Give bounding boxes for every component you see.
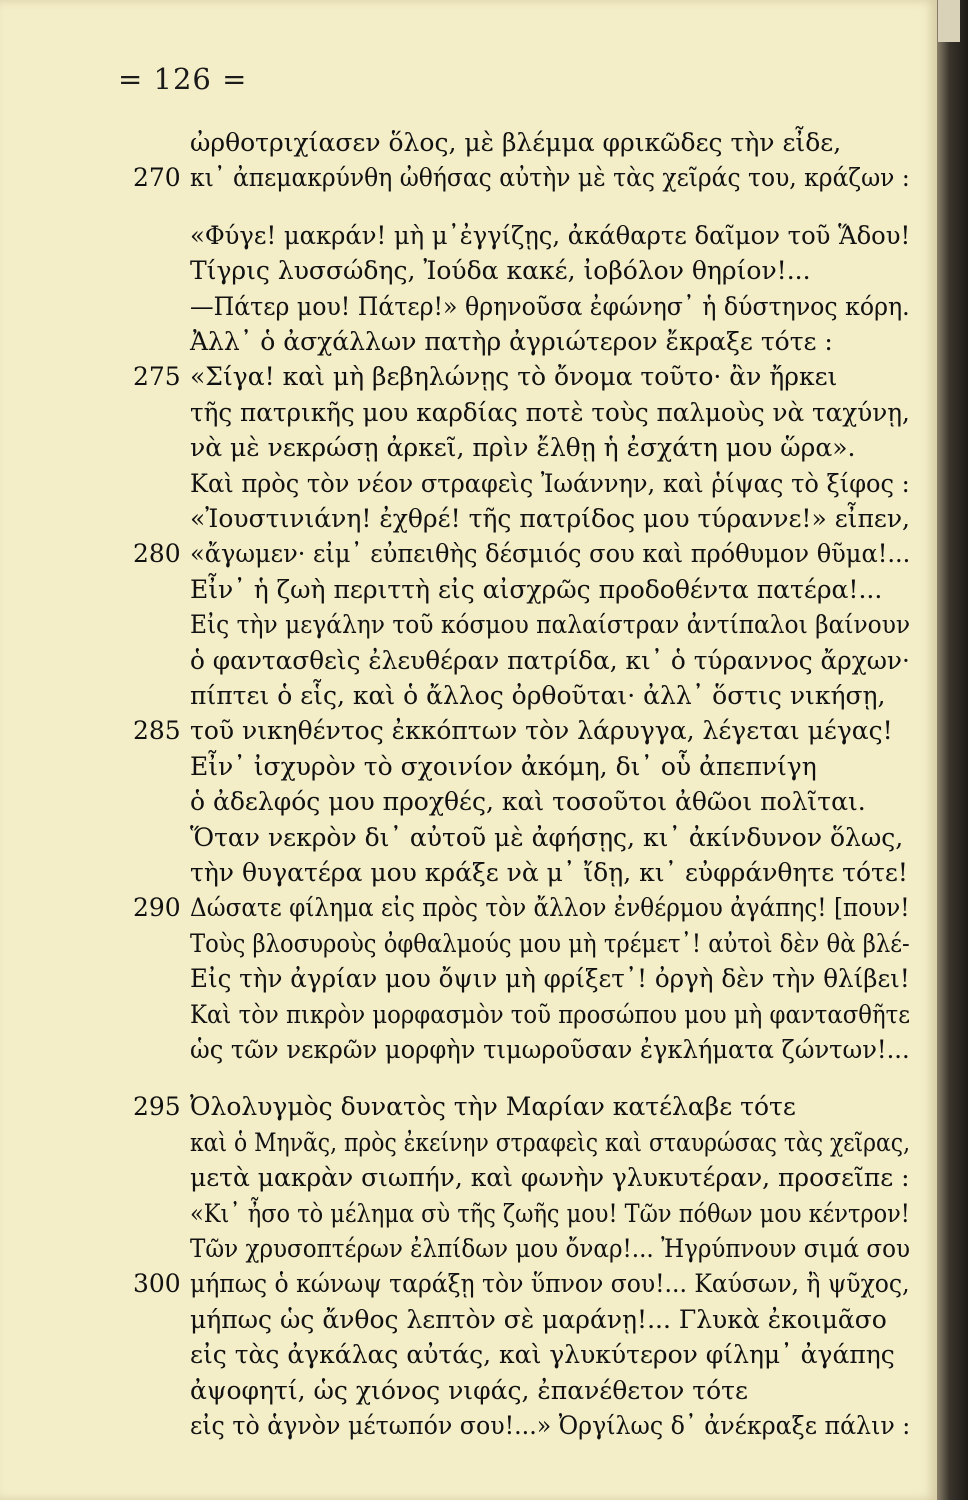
verse-line: «Ἰουστινιάνη! ἐχθρέ! τῆς πατρίδος μου τύραννε!» εἶπεν, — [190, 504, 910, 533]
verse-line: καὶ ὁ Μηνᾶς, πρὸς ἐκείνην στραφεὶς καὶ σταυρώσας τὰς χεῖρας, — [190, 1127, 911, 1157]
line-number: 285 — [133, 716, 181, 746]
verse-line: ὁ φαντασθεὶς ἐλευθέραν πατρίδα, κι᾿ ὁ τύραννος ἄρχων· — [190, 645, 910, 675]
verse-line: ὁ ἀδελφός μου προχθές, καὶ τοσοῦτοι ἀθῶοι πολῖται. — [190, 787, 866, 817]
verse-line: μήπως ὡς ἄνθος λεπτὸν σὲ μαράνῃ!... Γλυκὰ ἐκοιμᾶσο — [190, 1304, 887, 1334]
verse-line: Ὀλολυγμὸς δυνατὸς τὴν Μαρίαν κατέλαβε τότε — [190, 1092, 796, 1122]
line-number: 290 — [133, 893, 181, 923]
verse-line: ὠρθοτριχίασεν ὅλος, μὲ βλέμμα φρικῶδες τὴν εἶδε, — [190, 128, 842, 157]
verse-line: τὴν θυγατέρα μου κράξε νὰ μ᾿ ἴδῃ, κι᾿ εὐφράνθητε τότε! — [190, 858, 908, 887]
verse-line: ἀψοφητί, ὡς χιόνος νιφάς, ἐπανέθετον τότε — [190, 1375, 748, 1405]
verse-line: μετὰ μακρὰν σιωπήν, καὶ φωνὴν γλυκυτέραν, προσεῖπε : — [190, 1163, 910, 1193]
verse-line: Εἶν᾿ ἡ ζωὴ περιττὴ εἰς αἰσχρῶς προδοθέντα πατέρα!... — [190, 574, 883, 604]
page-number: = 126 = — [118, 62, 248, 96]
verse-line: Τίγρις λυσσώδης, Ἰούδα κακέ, ἰοβόλον θηρίον!... — [190, 256, 811, 286]
verse-line: πίπτει ὁ εἷς, καὶ ὁ ἄλλος ὀρθοῦται· ἀλλ᾿ ὅστις νικήσῃ, — [190, 681, 886, 710]
verse-line: «Κι᾿ ἦσο τὸ μέλημα σὺ τῆς ζωῆς μου! Τῶν πόθων μου κέντρον! — [190, 1198, 910, 1228]
verse-line: —Πάτερ μου! Πάτερ!» θρηνοῦσα ἐφώνησ᾿ ἡ δύστηνος κόρη. — [190, 291, 910, 321]
verse-line: νὰ μὲ νεκρώσῃ ἀρκεῖ, πρὶν ἔλθῃ ἡ ἐσχάτη μου ὥρα». — [190, 433, 856, 463]
verse-line: εἰς τὰς ἀγκάλας αὐτάς, καὶ γλυκύτερον φίλημ᾿ ἀγάπης — [190, 1340, 895, 1370]
line-number: 280 — [133, 539, 181, 569]
verse-line: Τῶν χρυσοπτέρων ἐλπίδων μου ὄναρ!... Ἠγρύπνουν σιμά σου — [190, 1234, 911, 1263]
verse-line: μήπως ὁ κώνωψ ταράξῃ τὸν ὕπνον σου!... Καύσων, ἢ ψῦχος, — [190, 1269, 910, 1299]
line-number: 270 — [133, 163, 181, 193]
verse-line: Δώσατε φίλημα εἰς πρὸς τὸν ἄλλον ἐνθέρμου ἀγάπης! [πουν! — [190, 893, 910, 923]
page-edge — [937, 0, 968, 1500]
verse-line: Καὶ πρὸς τὸν νέον στραφεὶς Ἰωάννην, καὶ ῥίψας τὸ ξίφος : — [190, 468, 910, 498]
verse-line: τοῦ νικηθέντος ἐκκόπτων τὸν λάρυγγα, λέγεται μέγας! — [190, 716, 893, 746]
verse-line: Καὶ τὸν πικρὸν μορφασμὸν τοῦ προσώπου μου μὴ φαντασθῆτε — [190, 999, 911, 1029]
verse-line: Ἀλλ᾿ ὁ ἀσχάλλων πατὴρ ἀγριώτερον ἔκραξε τότε : — [190, 327, 833, 356]
line-number: 295 — [133, 1092, 181, 1122]
verse-line: Ὅταν νεκρὸν δι᾿ αὐτοῦ μὲ ἀφήσῃς, κι᾿ ἀκίνδυνον ὅλως, — [190, 822, 904, 852]
line-number: 300 — [133, 1269, 181, 1299]
verse-line: «Φύγε! μακράν! μὴ μ᾿ἐγγίζῃς, ἀκάθαρτε δαῖμον τοῦ Ἅδου! — [190, 220, 911, 250]
verse-line: «Σίγα! καὶ μὴ βεβηλώνῃς τὸ ὄνομα τοῦτο· ἂν ἤρκει — [190, 362, 838, 392]
verse-line: ὡς τῶν νεκρῶν μορφὴν τιμωροῦσαν ἐγκλήματα ζώντων!... — [190, 1035, 910, 1064]
verse-line: τῆς πατρικῆς μου καρδίας ποτὲ τοὺς παλμοὺς νὰ ταχύνῃ, — [190, 397, 910, 427]
verse-line: «ἄγωμεν· εἰμ᾿ εὐπειθὴς δέσμιός σου καὶ πρόθυμον θῦμα!... — [190, 539, 911, 569]
page-tab — [938, 0, 960, 42]
verse-line: Τοὺς βλοσυροὺς ὀφθαλμούς μου μὴ τρέμετ᾿! αὐτοὶ δὲν θὰ βλέ- — [190, 928, 910, 958]
verse-line: κι᾿ ἀπεμακρύνθη ὠθήσας αὐτὴν μὲ τὰς χεῖράς του, κράζων : — [190, 163, 910, 193]
verse-line: Εἰς τὴν ἀγρίαν μου ὄψιν μὴ φρίξετ᾿! ὀργὴ δὲν τὴν θλίβει! — [190, 964, 910, 994]
verse-line: Εἰς τὴν μεγάλην τοῦ κόσμου παλαίστραν ἀντίπαλοι βαίνουν — [190, 610, 911, 640]
verse-line: εἰς τὸ ἁγνὸν μέτωπόν σου!...» Ὀργίλως δ᾿ ἀνέκραξε πάλιν : — [190, 1411, 911, 1440]
verse-line: Εἶν᾿ ἰσχυρὸν τὸ σχοινίον ἀκόμη, δι᾿ οὗ ἀπεπνίγη — [190, 751, 817, 781]
line-number: 275 — [133, 362, 181, 392]
